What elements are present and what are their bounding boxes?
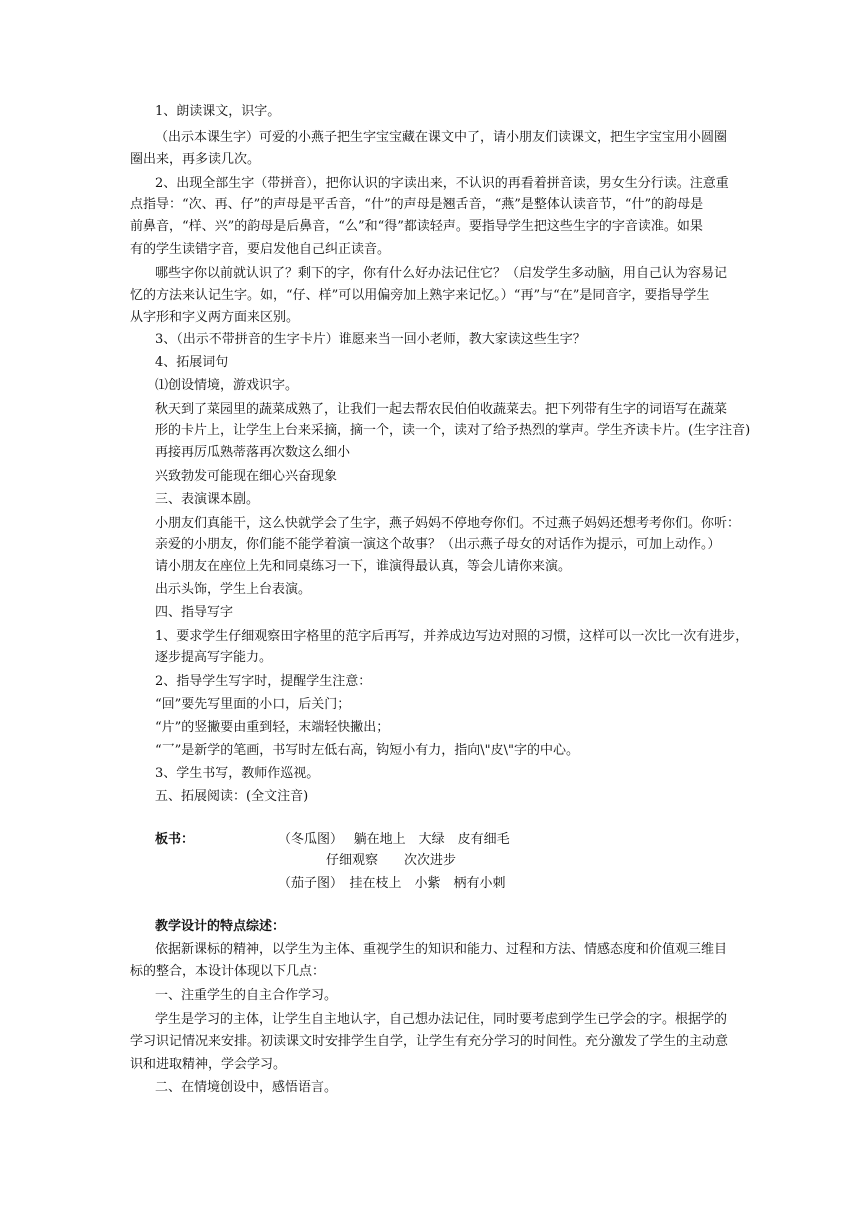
text-line: 前鼻音，“样、兴”的韵母是后鼻音，“么”和“得”都读轻声。要指导学生把这些生字的字音读准。如果 [130,219,703,234]
text-line: 3、学生书写，教师作巡视。 [155,766,320,781]
text-line: 2、出现全部生字（带拼音），把你认识的字读出来，不认识的再看着拼音读，男女生分行读。注意重 [155,176,729,191]
text-line: 秋天到了菜园里的蔬菜成熟了，让我们一起去帮农民伯伯收蔬菜去。把下列带有生字的词语写在蔬菜 [155,402,728,417]
board-row: 仔细观察 次次进步 [326,853,457,868]
text-line: 3、（出示不带拼音的生字卡片）谁愿来当一回小老师，教大家读这些生字？ [155,332,586,347]
text-line: “片”的竖撇要由重到轻，末端轻快撇出； [155,720,390,735]
text-line: 学生是学习的主体，让学生自主地认字，自己想办法记住，同时要考虑到学生已学会的字。根据学的 [155,1012,728,1027]
text-line: 2、指导学生写字时，提醒学生注意： [155,674,372,689]
text-line: 学习识记情况来安排。初读课文时安排学生自学，让学生有充分学习的时间性。充分激发了学生的主动意 [130,1034,729,1049]
text-line: 逐步提高写字能力。 [155,650,273,665]
text-line: 亲爱的小朋友，你们能不能学着演一演这个故事？（出示燕子母女的对话作为提示，可加上动作。） [155,537,721,552]
text-line: ⑴创设情境，游戏识字。 [155,378,299,393]
text-line: 再接再厉瓜熟蒂落再次数这么细小 [155,445,351,460]
text-line: 五、拓展阅读：(全文注音) [155,789,309,804]
board-row: （冬瓜图） 躺在地上 大绿 皮有细毛 [278,832,510,847]
text-line: 1、朗读课文，识字。 [155,104,281,119]
text-line: 兴致勃发可能现在细心兴奋现象 [155,469,338,484]
board-label: 板书： [155,832,195,847]
text-line: 标的整合，本设计体现以下几点： [130,964,326,979]
text-line: 二、在情境创设中，感悟语言。 [155,1080,338,1095]
text-line: 有的学生读错字音，要启发他自己纠正读音。 [130,242,391,257]
text-line: 从字形和字义两方面来区别。 [130,310,300,325]
text-line: 形的卡片上，让学生上台来采摘，摘一个，读一个，读对了给予热烈的掌声。学生齐读卡片。(生字注音) [155,423,751,438]
section-heading: 教学设计的特点综述： [155,919,286,934]
text-line: 哪些字你以前就认识了？剩下的字，你有什么好办法记住它？（启发学生多动脑，用自己认为容易记 [155,266,728,281]
text-line: 点指导：“次、再、仔”的声母是平舌音，“什”的声母是翘舌音，“燕”是整体认读音节，“什”的韵母是 [130,197,704,212]
text-line: 三、表演课本剧。 [155,492,260,507]
text-line: “回”要先写里面的小口，后关门； [155,697,351,712]
text-line: “乛”是新学的笔画，书写时左低右高，钩短小有力，指向\"皮\"字的中心。 [155,743,580,758]
text-line: 圈出来，再多读几次。 [130,152,261,167]
text-line: 1、要求学生仔细观察田字格里的范字后再写，并养成边写边对照的习惯，这样可以一次比一次有进步， [155,629,749,644]
board-row: （茄子图） 挂在枝上 小紫 柄有小刺 [278,876,506,891]
text-line: 依据新课标的精神，以学生为主体、重视学生的知识和能力、过程和方法、情感态度和价值观三维目 [155,942,728,957]
text-line: 四、指导写字 [155,605,234,620]
text-line: 小朋友们真能干，这么快就学会了生字，燕子妈妈不停地夸你们。不过燕子妈妈还想考考你们。你听： [155,516,741,531]
text-line: 4、拓展词句 [155,355,229,370]
text-line: 忆的方法来认记生字。如，“仔、样”可以用偏旁加上熟字来记忆。）“再”与“在”是同音字，要指导学生 [130,288,710,303]
text-line: 请小朋友在座位上先和同桌练习一下，谁演得最认真，等会儿请你来演。 [155,559,572,574]
text-line: 出示头饰，学生上台表演。 [155,582,312,597]
text-line: 识和进取精神，学会学习。 [130,1057,287,1072]
text-line: 一、注重学生的自主合作学习。 [155,988,338,1003]
text-line: （出示本课生字）可爱的小燕子把生字宝宝藏在课文中了，请小朋友们读课文，把生字宝宝用小圆圈 [155,130,728,145]
